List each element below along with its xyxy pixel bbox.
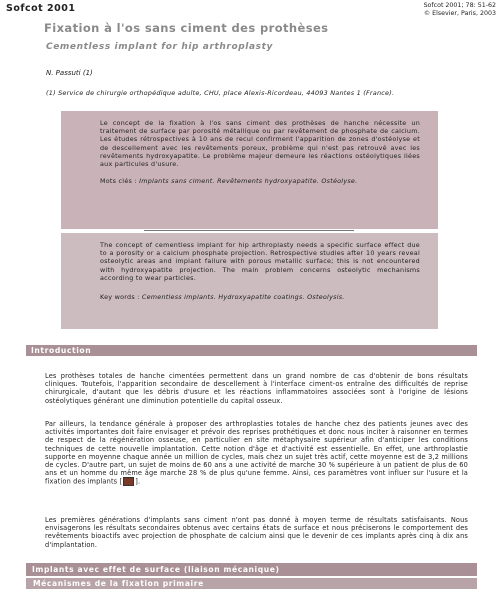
subsection-heading-mecanismes: Mécanismes de la fixation primaire [26,578,477,589]
section-heading-implants: Implants avec effet de surface (liaison mécanique) [26,563,477,576]
abstract-text: The concept of cementless implant for hip arthroplasty needs a specific surface effect due to a porosity or a calcium phosphate projection. Retrospective studies after 10 years reveal osteolytic areas and implant failure with porous metallic surface; this is not encountered with hydroxyapatite projection. The main problem concerns osteolytic mechanisms according to wear particles. [100,241,420,282]
body-paragraph-2 [45,420,468,486]
journal-name: Sofcot 2001 [6,3,76,14]
resume-text: Le concept de la fixation à l'os sans ciment des prothèses de hanche nécessite un traitement de surface par porosité métallique ou par revêtement de phosphate de calcium. Les études rétrospectives à 10 ans de recul confirment l'apparition de zones d'ostéolyse et de descellement avec les revêtements poreux, problème qui n'est pas retrouvé avec les revêtements hydroxyapatite. Le problème majeur demeure les réactions ostéolytiques liées aux particules d'usure. [100,119,420,169]
journal-reference [424,2,496,18]
resume-keywords-label: Mots clés : [100,177,137,186]
body-paragraph-1: Les prothèses totales de hanche cimentées permettent dans un grand nombre de cas d'obtenir de bons résultats cliniques. Toutefois, l'apparition secondaire de descellement à l'interface ciment-os entraîne des difficultés de reprise chirurgicale, d'autant que les débris d'usure et les réactions inflammatoires associées sont à l'origine de lésions ostéolytiques générant une diminution potentielle du capital osseux. [45,372,468,405]
reference-link-icon[interactable] [123,477,134,486]
author: N. Passuti (1) [46,69,93,77]
abstract-keywords [100,293,420,301]
abstract-keywords-terms: Cementless implants. Hydroxyapatite coatings. Osteolysis. [141,293,345,302]
journal-ref-line-1: Sofcot 2001; 78: 51-62 [423,2,496,9]
body-paragraph-2-text: Par ailleurs, la tendance générale à proposer des arthroplasties totales de hanche chez des patients jeunes avec des activités importantes doit faire envisager et prévoir des reprises prothétiques et donc nous inciter à raisonner en termes de respect de la régénération osseuse, en particulier en site métaphysaire supérieur afin d'anticiper les conditions techniques de cette nouvelle implantation. Cette notion d'âge et d'activité est essentielle. En effet, une arthroplastie supporte en moyenne chaque année un million de cycles, mais chez un sujet très actif, cette moyenne est de 3,2 millions de cycles. D'autre part, un sujet de moins de 60 ans a une activité de marche 30 % supérieure à un patient de plus de 60 ans et un homme du même âge marche 28 % de plus qu'une femme. Ainsi, ces paramètres vont influer sur l'usure et la fixation des implants [ [45,420,468,486]
body-paragraph-3: Les premières générations d'implants sans ciment n'ont pas donné à moyen terme de résultats satisfaisants. Nous envisagerons les résultats secondaires obtenus avec certains états de surface et nous préciserons le comportement des revêtements bioactifs avec projection de phosphate de calcium ainsi que le devenir de ces implants après cinq à dix ans d'implantation. [45,516,468,549]
resume-keywords-terms: Implants sans ciment. Revêtements hydroxyapatite. Ostéolyse. [139,177,358,186]
article-title-english: Cementless implant for hip arthroplasty [46,42,273,52]
resume-box [61,111,438,229]
resume-keywords [100,177,420,185]
body-paragraph-2-end: ]. [135,477,141,486]
divider [144,230,354,231]
section-heading-introduction: Introduction [26,345,477,356]
article-title-french: Fixation à l'os sans ciment des prothèses [44,21,329,35]
abstract-keywords-label: Key words : [100,293,140,302]
affiliation: (1) Service de chirurgie orthopédique adulte, CHU, place Alexis-Ricordeau, 44093 Nantes 1 (France). [46,89,395,97]
journal-ref-line-2: © Elsevier, Paris, 2003 [423,10,496,17]
abstract-box [61,233,438,329]
